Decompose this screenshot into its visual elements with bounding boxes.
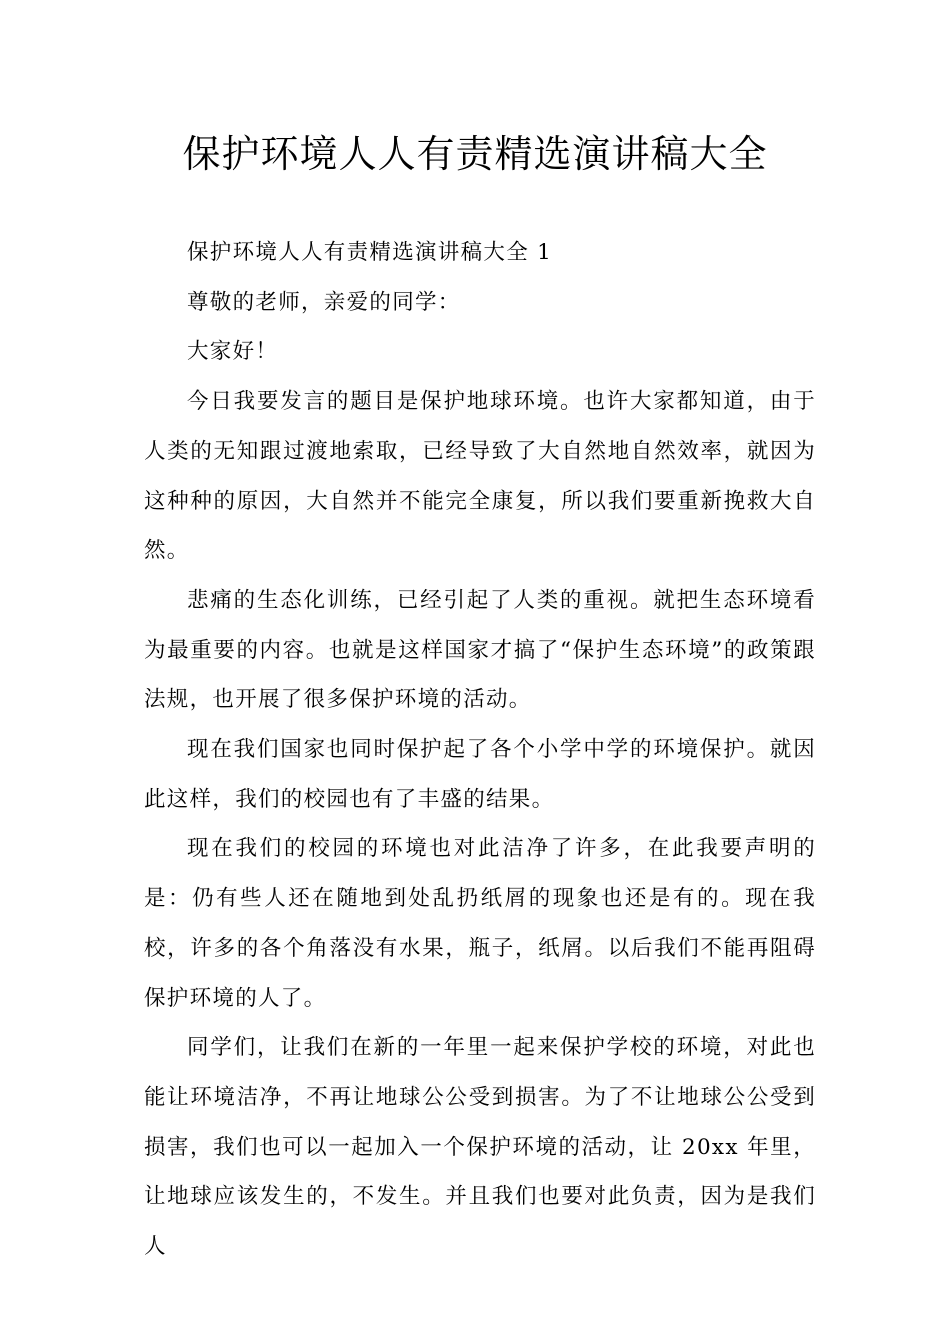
paragraph-salutation: 尊敬的老师，亲爱的同学： bbox=[187, 289, 461, 315]
paragraph: 现在我们的校园的环境也对此洁净了许多，在此我要声明的是：仍有些人还在随地到处乱扔纸屑的现象也还是有的。现在我校，许多的各个角落没有水果，瓶子，纸屑。以后我们不能再阻碍保护环境的人了。 bbox=[144, 836, 816, 1011]
paragraph: 今日我要发言的题目是保护地球环境。也许大家都知道，由于人类的无知跟过渡地索取，已经导致了大自然地自然效率，就因为这种种的原因，大自然并不能完全康复，所以我们要重新挽救大自然。 bbox=[144, 389, 816, 564]
document-body bbox=[144, 228, 816, 1272]
paragraph: 现在我们国家也同时保护起了各个小学中学的环境保护。就因此这样，我们的校园也有了丰盛的结果。 bbox=[144, 737, 816, 812]
paragraph-heading: 保护环境人人有责精选演讲稿大全 1 bbox=[187, 240, 553, 265]
document-title: 保护环境人人有责精选演讲稿大全 bbox=[182, 132, 768, 176]
paragraph-greeting: 大家好！ bbox=[187, 339, 279, 365]
paragraph: 悲痛的生态化训练，已经引起了人类的重视。就把生态环境看为最重要的内容。也就是这样国家才搞了“保护生态环境”的政策跟法规，也开展了很多保护环境的活动。 bbox=[144, 587, 816, 713]
paragraph: 同学们，让我们在新的一年里一起来保护学校的环境，对此也能让环境洁净，不再让地球公公受到损害。为了不让地球公公受到损害，我们也可以一起加入一个保护环境的活动，让 20xx 年里，让地球应该发生的，不发生。并且我们也要对此负责，因为是我们人 bbox=[144, 1035, 816, 1260]
